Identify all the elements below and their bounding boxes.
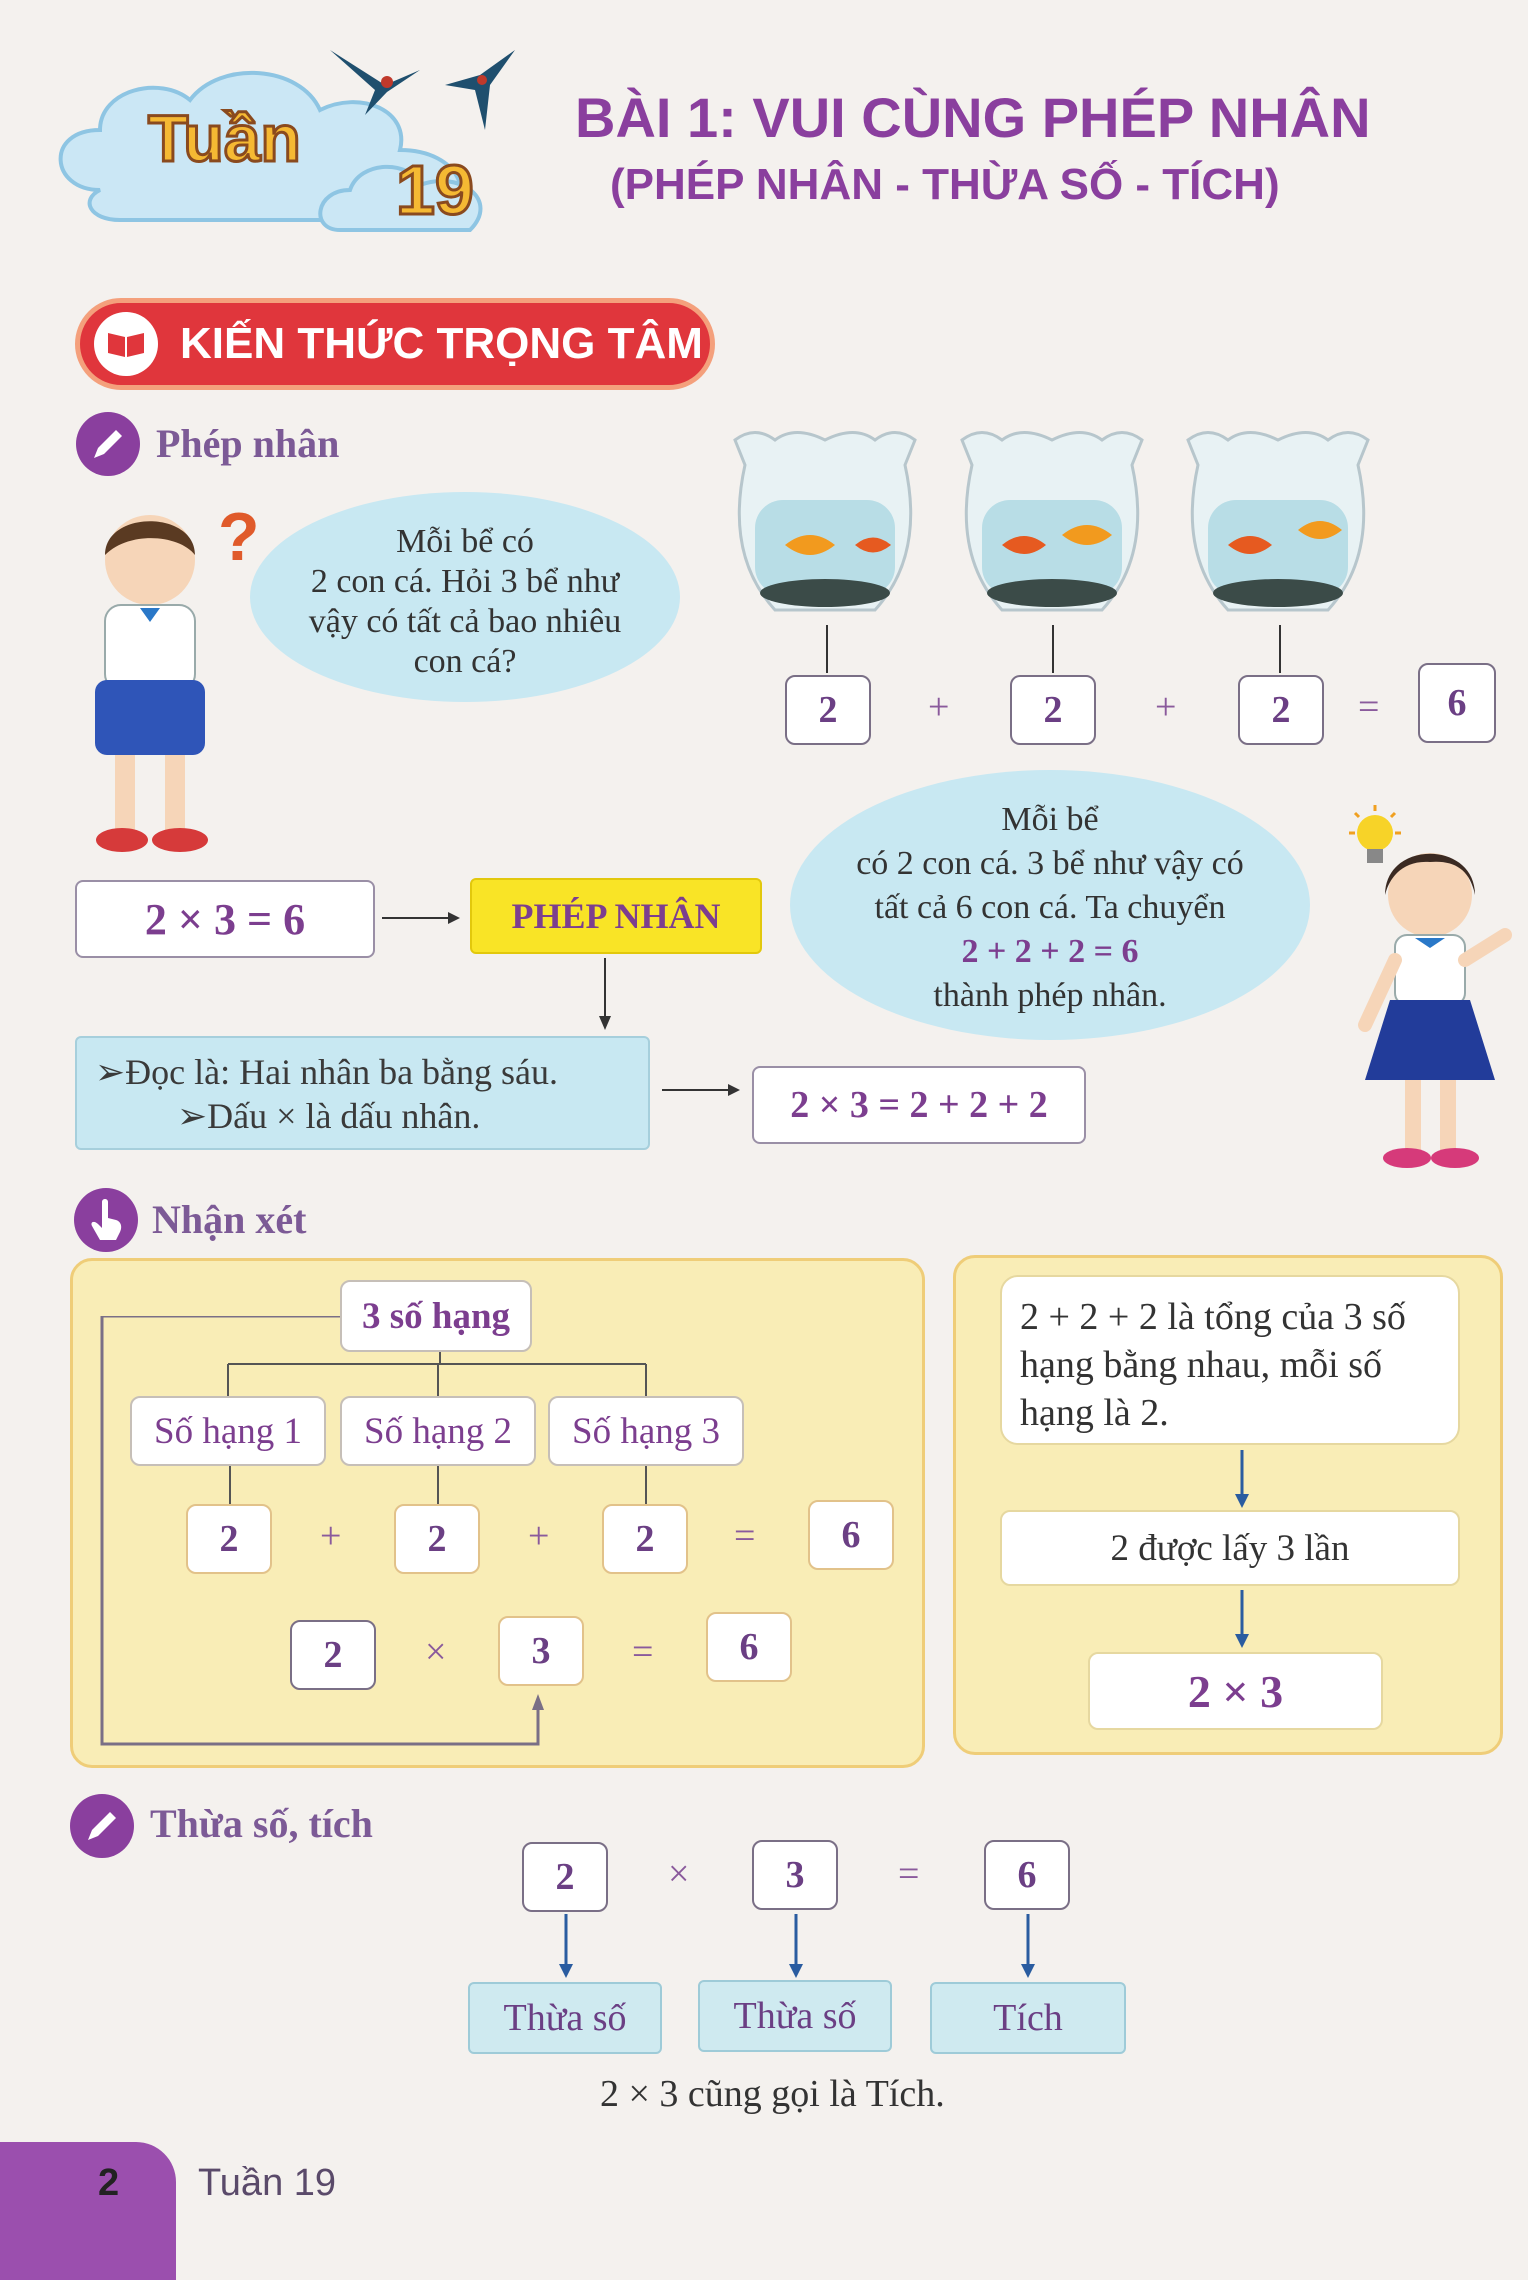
girl-illustration xyxy=(1345,840,1515,1180)
week-number: 19 xyxy=(396,151,474,229)
plus-sign: + xyxy=(928,686,950,728)
note-line: 2 + 2 + 2 là tổng của 3 số xyxy=(1020,1296,1406,1338)
hand-tap-icon xyxy=(74,1188,138,1252)
number-box: 2 xyxy=(1010,675,1096,745)
page-number-tab xyxy=(0,2142,176,2280)
times-sign: × xyxy=(425,1631,447,1673)
number-box: 2 xyxy=(290,1620,376,1690)
note-line: hạng bằng nhau, mỗi số xyxy=(1020,1344,1383,1386)
reading-line: ➢Dấu × là dấu nhân. xyxy=(177,1096,481,1136)
arrow-down-icon xyxy=(595,958,615,1033)
equals-sign: = xyxy=(898,1853,920,1895)
product-label: Tích xyxy=(930,1982,1126,2054)
connector-line xyxy=(1279,625,1281,673)
swallow-bird-icon xyxy=(440,45,520,135)
plus-sign: + xyxy=(320,1515,342,1557)
bubble-line: con cá? xyxy=(413,643,517,680)
multiplication-equation-box: 2 × 3 = 6 xyxy=(75,880,375,958)
taken-times-box: 2 được lấy 3 lần xyxy=(1000,1510,1460,1586)
bubble-line: tất cả 6 con cá. Ta chuyển xyxy=(874,889,1226,926)
arrow-down-icon xyxy=(1018,1914,1038,1980)
connector-line xyxy=(826,625,828,673)
pencil-icon xyxy=(76,412,140,476)
section-heading-nhan-xet: Nhận xét xyxy=(152,1197,307,1242)
bubble-line: Mỗi bể xyxy=(1001,801,1099,838)
equals-sign: = xyxy=(734,1515,756,1557)
product-box: 6 xyxy=(984,1840,1070,1910)
number-box: 2 xyxy=(1238,675,1324,745)
reading-box xyxy=(75,1036,650,1150)
fishbowl-icon xyxy=(725,425,925,625)
section-banner xyxy=(75,298,715,390)
equals-sign: = xyxy=(632,1631,654,1673)
number-box: 2 xyxy=(186,1504,272,1574)
term-label: Số hạng 3 xyxy=(548,1396,744,1466)
number-box: 2 xyxy=(602,1504,688,1574)
factor-label: Thừa số xyxy=(698,1980,892,2052)
arrow-down-icon xyxy=(1232,1590,1252,1650)
factor-box: 3 xyxy=(752,1840,838,1910)
bubble-line: 2 con cá. Hỏi 3 bể như xyxy=(310,563,620,600)
plus-sign: + xyxy=(1155,686,1177,728)
note-box xyxy=(1000,1275,1460,1445)
boy-illustration xyxy=(70,500,230,870)
three-terms-title: 3 số hạng xyxy=(340,1280,532,1352)
swallow-bird-icon xyxy=(325,40,425,120)
book-icon xyxy=(94,312,158,376)
bubble-line: vậy có tất cả bao nhiêu xyxy=(308,603,622,640)
week-word: Tuần xyxy=(148,101,301,175)
arrow-right-icon xyxy=(662,1080,742,1100)
factor-label: Thừa số xyxy=(468,1982,662,2054)
lesson-title: BÀI 1: VUI CÙNG PHÉP NHÂN xyxy=(575,86,1371,149)
section-heading-phep-nhan: Phép nhân xyxy=(156,421,340,466)
result-box: 6 xyxy=(706,1612,792,1682)
term-label: Số hạng 2 xyxy=(340,1396,536,1466)
arrow-right-icon xyxy=(382,908,462,928)
fishbowl-icon xyxy=(1178,425,1378,625)
note-line: hạng là 2. xyxy=(1020,1392,1169,1434)
arrow-down-icon xyxy=(556,1914,576,1980)
factor-box: 2 xyxy=(522,1842,608,1912)
page-number: 2 xyxy=(98,2162,120,2204)
connector-line xyxy=(1052,625,1054,673)
times-sign: × xyxy=(668,1853,690,1895)
question-mark: ? xyxy=(218,499,260,575)
boy-speech-bubble xyxy=(250,492,680,702)
arrow-down-icon xyxy=(786,1914,806,1980)
result-box: 6 xyxy=(1418,663,1496,743)
number-box: 2 xyxy=(785,675,871,745)
bubble-line: Mỗi bể có xyxy=(396,523,534,560)
lesson-subtitle: (PHÉP NHÂN - THỪA SỐ - TÍCH) xyxy=(610,160,1280,209)
pencil-icon xyxy=(70,1794,134,1858)
number-box: 2 xyxy=(394,1504,480,1574)
footer-week-label: Tuần 19 xyxy=(198,2162,337,2204)
expansion-box: 2 × 3 = 2 + 2 + 2 xyxy=(752,1066,1086,1144)
product-expression-box: 2 × 3 xyxy=(1088,1652,1383,1730)
product-note: 2 × 3 cũng gọi là Tích. xyxy=(600,2073,945,2115)
bubble-line: có 2 con cá. 3 bể như vậy có xyxy=(856,845,1244,882)
term-label: Số hạng 1 xyxy=(130,1396,326,1466)
bubble-line: 2 + 2 + 2 = 6 xyxy=(961,933,1139,970)
girl-speech-bubble xyxy=(790,770,1310,1040)
section-banner-label: KIẾN THỨC TRỌNG TÂM xyxy=(180,319,703,368)
equals-sign: = xyxy=(1358,686,1380,728)
plus-sign: + xyxy=(528,1515,550,1557)
phep-nhan-label: PHÉP NHÂN xyxy=(470,878,762,954)
fishbowl-icon xyxy=(952,425,1152,625)
reading-line: ➢Đọc là: Hai nhân ba bằng sáu. xyxy=(95,1052,559,1092)
number-box: 3 xyxy=(498,1616,584,1686)
bubble-line: thành phép nhân. xyxy=(933,977,1167,1014)
result-box: 6 xyxy=(808,1500,894,1570)
arrow-down-icon xyxy=(1232,1450,1252,1510)
section-heading-thua-so-tich: Thừa số, tích xyxy=(150,1801,373,1846)
